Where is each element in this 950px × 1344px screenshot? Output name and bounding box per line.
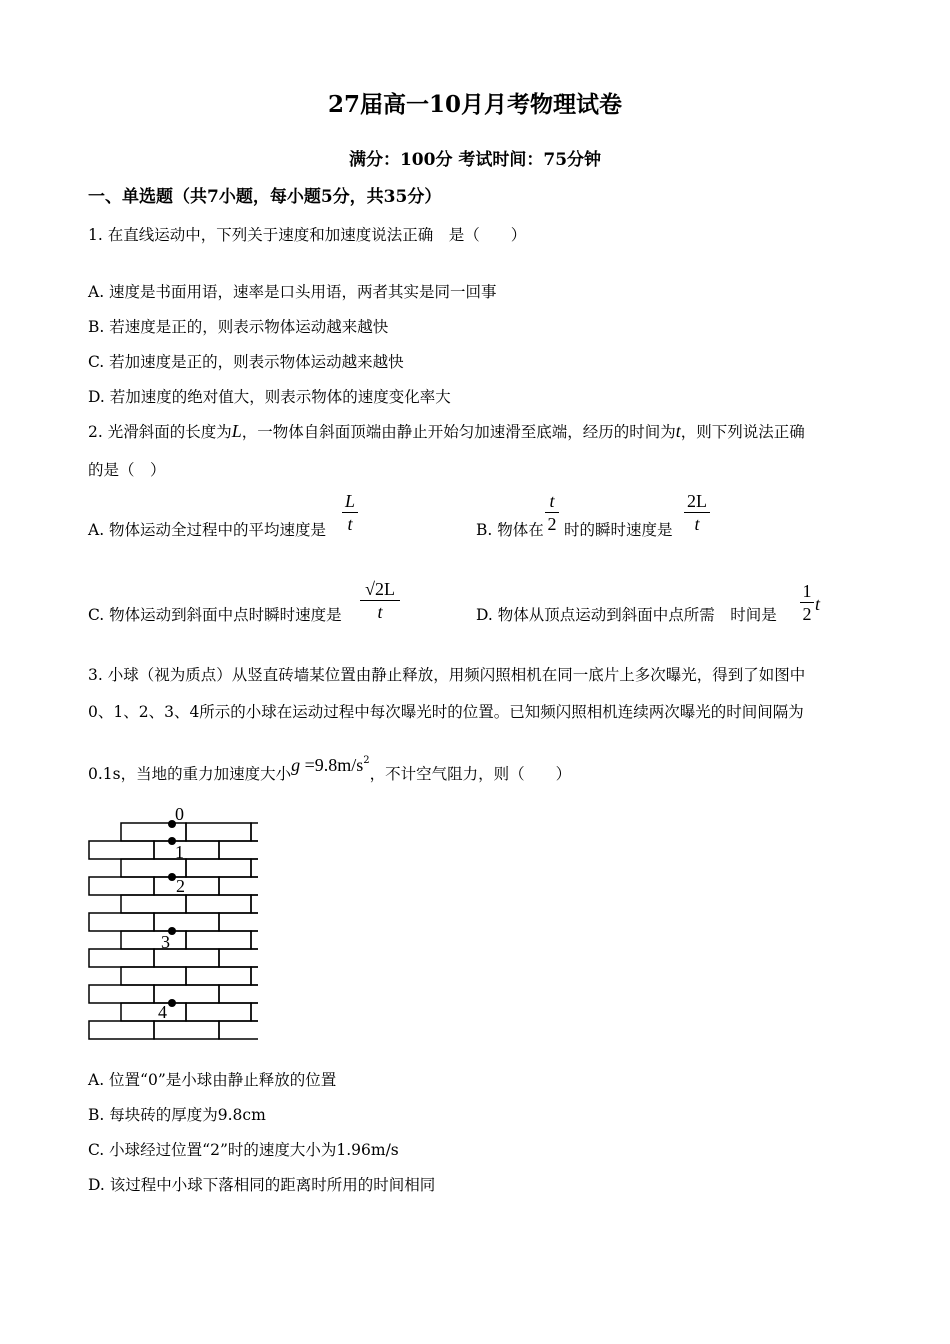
frac-a: L t: [342, 490, 358, 535]
frac-b1: t 2: [545, 490, 559, 535]
q3-stem-line3: 0.1s，当地的重力加速度大小$g =9.8m/s^2$，不计空气阻力，则（ ）: [88, 755, 572, 783]
section-heading: 一、单选题（共7小题，每小题5分，共35分）: [88, 187, 442, 207]
brick: [186, 931, 251, 949]
brick: [251, 967, 258, 985]
brick: [251, 895, 258, 913]
q1-option-d: D. 若加速度的绝对值大，则表示物体的速度变化率大: [88, 388, 451, 406]
brick-wall-figure: [86, 800, 258, 1045]
ball-dot: [168, 999, 176, 1007]
brick: [186, 823, 251, 841]
brick: [186, 967, 251, 985]
q3-option-b: B. 每块砖的厚度为9.8cm: [88, 1106, 266, 1124]
frac-c: √2L t: [360, 578, 400, 623]
frac-d: 1 2: [800, 580, 814, 625]
position-label: 4: [158, 1002, 167, 1022]
brick: [219, 841, 258, 859]
brick: [251, 823, 258, 841]
brick: [219, 985, 258, 1003]
q1-option-b: B. 若速度是正的，则表示物体运动越来越快: [88, 318, 389, 336]
brick: [89, 877, 154, 895]
exam-subtitle: 满分：100分 考试时间：75分钟: [348, 150, 602, 170]
brick: [121, 823, 186, 841]
brick: [89, 949, 154, 967]
brick: [154, 913, 219, 931]
q3-option-c: C. 小球经过位置“2”时的速度大小为1.96m/s: [88, 1141, 399, 1159]
q2-option-a: A. 物体运动全过程中的平均速度是: [88, 521, 327, 539]
q2-stem: 2. 光滑斜面的长度为L，一物体自斜面顶端由静止开始匀加速滑至底端，经历的时间为t，则下列说法正确: [88, 421, 805, 441]
brick: [154, 985, 219, 1003]
var-t: t: [675, 421, 681, 441]
position-label: 1: [175, 842, 184, 862]
brick: [89, 841, 154, 859]
var-L: L: [231, 421, 242, 441]
brick: [154, 841, 219, 859]
brick: [219, 1021, 258, 1039]
q1-stem: 1. 在直线运动中，下列关于速度和加速度说法正确 是（ ）: [88, 226, 527, 244]
q2-option-c: C. 物体运动到斜面中点时瞬时速度是: [88, 606, 342, 624]
brick: [186, 895, 251, 913]
q2-option-b-cont: 时的瞬时速度是: [564, 521, 673, 539]
brick: [121, 931, 186, 949]
brick: [251, 859, 258, 877]
exam-title: 27届高一10月月考物理试卷: [327, 91, 622, 118]
brick: [219, 913, 258, 931]
brick: [121, 1003, 186, 1021]
frac-b2: 2L t: [684, 490, 710, 535]
q1-option-a: A. 速度是书面用语，速率是口头用语，两者其实是同一回事: [88, 283, 497, 301]
brick: [251, 1003, 258, 1021]
brick: [154, 1021, 219, 1039]
ball-dot: [168, 873, 176, 881]
position-label: 3: [161, 932, 170, 952]
brick: [121, 967, 186, 985]
q2-option-b: B. 物体在: [476, 521, 544, 539]
brick: [121, 895, 186, 913]
brick: [186, 859, 251, 877]
q1-option-c: C. 若加速度是正的，则表示物体运动越来越快: [88, 353, 404, 371]
q3-option-d: D. 该过程中小球下落相同的距离时所用的时间相同: [88, 1176, 436, 1194]
q3-stem-line2: 0、1、2、3、4所示的小球在运动过程中每次曝光时的位置。已知频闪照相机连续两次曝光的时间间隔为: [88, 703, 804, 721]
q2-option-d: D. 物体从顶点运动到斜面中点所需 时间是: [476, 606, 777, 624]
brick: [186, 1003, 251, 1021]
brick: [219, 949, 258, 967]
position-label: 2: [176, 876, 185, 896]
brick: [219, 877, 258, 895]
brick: [89, 985, 154, 1003]
brick: [154, 877, 219, 895]
brick: [89, 913, 154, 931]
q3-stem-line1: 3. 小球（视为质点）从竖直砖墙某位置由静止释放，用频闪照相机在同一底片上多次曝光，得到了如图中: [88, 666, 806, 684]
position-label: 0: [175, 804, 184, 824]
brick: [89, 1021, 154, 1039]
frac-d-var: t: [815, 594, 821, 614]
q3-option-a: A. 位置“0”是小球由静止释放的位置: [88, 1071, 337, 1089]
q2-stem-cont: 的是（ ）: [88, 461, 166, 479]
brick: [251, 931, 258, 949]
